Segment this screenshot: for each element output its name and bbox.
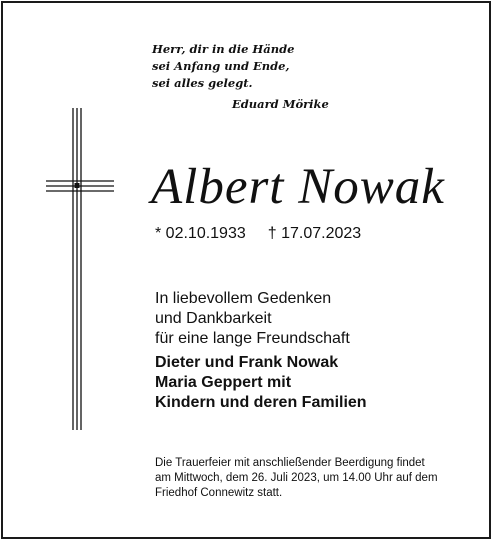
funeral-line: am Mittwoch, dem 26. Juli 2023, um 14.00 Uhr auf dem (155, 472, 438, 484)
mourners-list (155, 353, 367, 413)
quote-line: Herr, dir in die Hände (152, 42, 295, 56)
quote-author: Eduard Mörike (232, 97, 329, 111)
funeral-line: Friedhof Connewitz statt. (155, 487, 283, 499)
funeral-line: Die Trauerfeier mit anschließender Beerdigung findet (155, 457, 425, 469)
mourner-line: Dieter und Frank Nowak (155, 354, 339, 371)
bible-quote (152, 41, 294, 92)
deceased-name: Albert Nowak (151, 159, 445, 215)
quote-line: sei alles gelegt. (152, 76, 253, 90)
funeral-notice (155, 456, 438, 501)
birth-date: * 02.10.1933 (155, 225, 246, 242)
life-dates (155, 225, 361, 243)
dedication-line: und Dankbarkeit (155, 310, 272, 327)
death-date: † 17.07.2023 (267, 225, 362, 242)
mourner-line: Kindern und deren Familien (155, 394, 367, 411)
cross-icon (46, 108, 116, 430)
dedication-line: In liebevollem Gedenken (155, 290, 332, 307)
mourner-line: Maria Geppert mit (155, 374, 292, 391)
dedication-line: für eine lange Freundschaft (155, 330, 350, 347)
dedication-text (155, 289, 350, 349)
quote-line: sei Anfang und Ende, (152, 59, 290, 73)
